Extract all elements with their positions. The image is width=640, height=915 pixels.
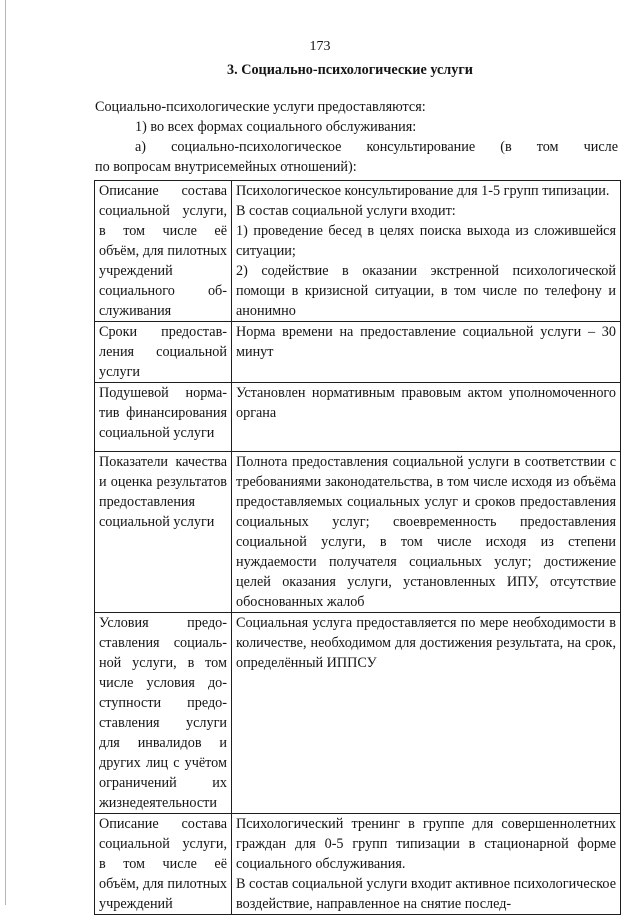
intro-line: 1) во всех формах социального обслуживания: xyxy=(135,119,417,135)
row-content-cell xyxy=(232,613,621,814)
scan-edge-line xyxy=(5,0,6,905)
row-label: Подушевой норматив финансирования социальной услуги xyxy=(99,385,227,441)
service-table xyxy=(94,180,621,915)
row-content-cell xyxy=(232,181,621,322)
table-row xyxy=(95,452,621,613)
row-paragraph: 2) содействие в оказании экстренной психологической помощи в кризисной ситуации, в том числе по телефону и анонимно xyxy=(236,263,616,319)
row-paragraph: В состав социальной услуги входит: xyxy=(236,203,456,219)
row-paragraph: Установлен нормативным правовым актом уполномоченного органа xyxy=(236,385,616,421)
row-label-cell xyxy=(95,181,232,322)
table-row xyxy=(95,814,621,915)
table-row xyxy=(95,383,621,452)
row-label-cell xyxy=(95,814,232,915)
row-content-cell xyxy=(232,814,621,915)
intro-line: а) социально-психологическое консультирование (в том числе xyxy=(135,139,618,155)
row-label: Показатели качества и оценка результатов предоставления социальной услуги xyxy=(99,454,227,530)
row-label: Описание состава социальной услуги, в том числе её объём, для пилотных учреждений xyxy=(99,816,227,912)
table-row xyxy=(95,181,621,322)
section-heading: 3. Социально-психологические услуги xyxy=(227,62,473,78)
row-label-cell xyxy=(95,322,232,383)
row-label-cell xyxy=(95,452,232,613)
row-content-cell xyxy=(232,322,621,383)
intro-block xyxy=(95,97,618,177)
row-label: Условия предоставления социальной услуги, в том числе условия доступности предоставления услуги для инвалидов и других лиц с учётом ограничений их жизнедеятельности xyxy=(99,615,227,811)
row-paragraph: Социальная услуга предоставляется по мере необходимости в количестве, необходимом для достижения результата, на срок, определённый ИППСУ xyxy=(236,615,616,671)
row-paragraph: Полнота предоставления социальной услуги в соответствии с требованиями законодательства, в том числе исходя из объёма предоставляемых социальных услуг и сроков предоставления социальных услуг; своевременность предоставления социальной услуги, в том числе исходя из степени нуждаемости получателя социальных услуг; достижение целей оказания услуги, установленных ИПУ, отсутствие обоснованных жалоб xyxy=(236,454,616,610)
row-paragraph: Психологическое консультирование для 1-5 групп типизации. xyxy=(236,183,610,199)
intro-line: по вопросам внутрисемейных отношений): xyxy=(95,159,357,175)
page-number: 173 xyxy=(309,39,331,54)
row-label: Сроки предоставления социальной услуги xyxy=(99,324,227,380)
row-label: Описание состава социальной услуги, в том числе её объём, для пилотных учреждений социального обслуживания xyxy=(99,183,227,319)
row-paragraph: В состав социальной услуги входит активное психологическое воздействие, направленное на снятие послед- xyxy=(236,876,616,912)
row-paragraph: Психологический тренинг в группе для совершеннолетних граждан для 0-5 групп типизации в стационарной форме социального обслуживания. xyxy=(236,816,616,872)
row-label-cell xyxy=(95,613,232,814)
row-label-cell xyxy=(95,383,232,452)
row-content-cell xyxy=(232,383,621,452)
row-paragraph: Норма времени на предоставление социальной услуги – 30 минут xyxy=(236,324,616,360)
row-paragraph: 1) проведение бесед в целях поиска выхода из сложившейся ситуации; xyxy=(236,223,616,259)
intro-line: Социально-психологические услуги предоставляются: xyxy=(95,99,426,115)
row-content-cell xyxy=(232,452,621,613)
table-row xyxy=(95,613,621,814)
table-row xyxy=(95,322,621,383)
